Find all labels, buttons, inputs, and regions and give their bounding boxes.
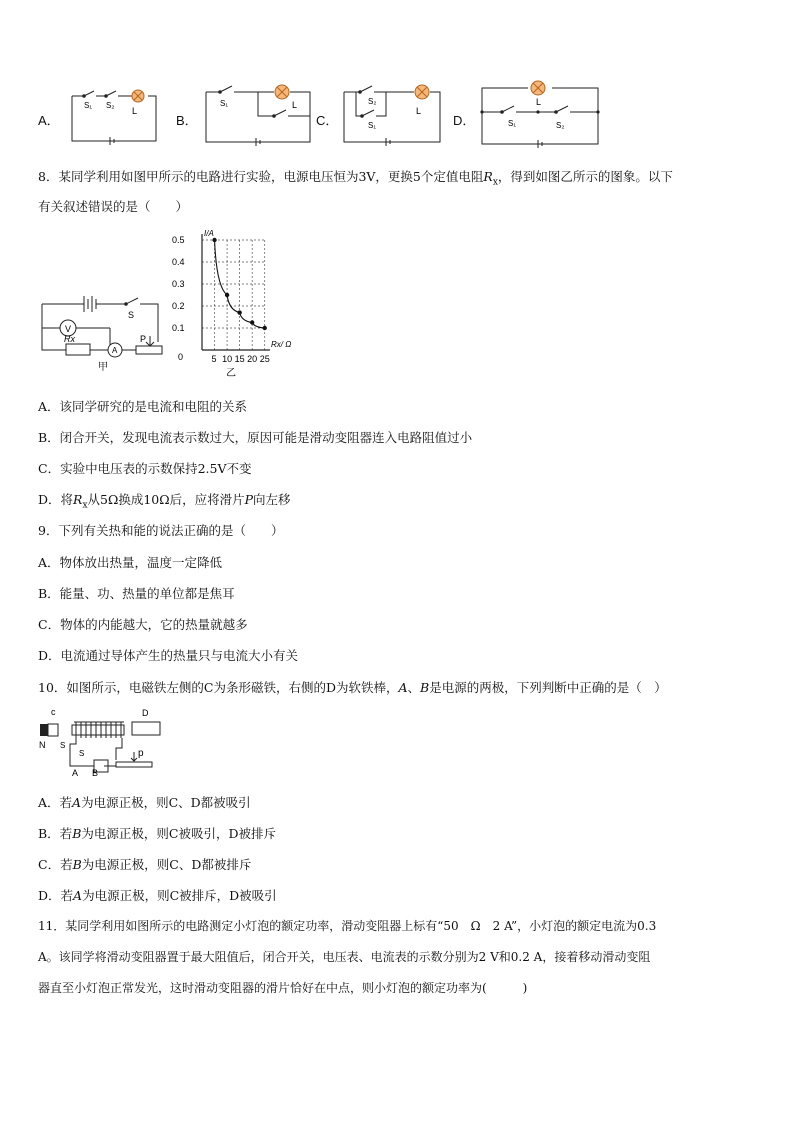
q7d-s2-label: S₂ <box>556 121 565 130</box>
x-tick-label: 10 <box>222 354 233 364</box>
q8-option-b: B．闭合开关，发现电流表示数过大，原因可能是滑动变阻器连入电路阻值过小 <box>38 430 473 445</box>
y-tick-label: 0.5 <box>172 235 185 245</box>
q10-a2: 为电源正极，则C、D都被吸引 <box>81 795 251 810</box>
y-tick-label: 0.3 <box>172 279 185 289</box>
graph-origin: 0 <box>178 352 184 362</box>
q10-c1: C．若 <box>38 857 73 872</box>
q8-d-a: D．将 <box>38 492 74 507</box>
q8-d-c: 向左移 <box>253 492 291 507</box>
q7b-l-label: L <box>292 100 298 110</box>
q8-jia-s-label: S <box>128 310 135 320</box>
q7-option-c-label: C． <box>316 113 339 128</box>
q11-line3: 器直至小灯泡正常发光，这时滑动变阻器的滑片恰好在中点，则小灯泡的额定功率为( ) <box>38 981 528 995</box>
q8-d-rx: R <box>73 492 83 507</box>
q8-circuit-jia <box>36 286 166 376</box>
q7-circuit-b <box>202 80 314 146</box>
q7c-s1-label: S₁ <box>368 121 377 130</box>
q10-p-label: p <box>138 748 144 759</box>
q7-option-a-label: A． <box>38 113 60 128</box>
q11-line1: 11．某同学利用如图所示的电路测定小灯泡的额定功率，滑动变阻器上标有“50 Ω 2 A”，小灯泡的额定电流为0.3 <box>38 919 657 933</box>
q10-stem-A: A <box>398 680 408 695</box>
q10-stem-sep: 、 <box>407 680 421 695</box>
q10-stem <box>38 678 667 696</box>
q10-b1: B．若 <box>38 826 73 841</box>
data-point <box>263 326 267 330</box>
q7b-s1-label: S₁ <box>220 99 229 108</box>
q8-stem-line2: 有关叙述错误的是（ ） <box>38 199 189 214</box>
q7-circuit-a <box>68 86 160 146</box>
magnet-n-pole <box>40 724 48 736</box>
q7c-s2-label: S₂ <box>368 97 377 106</box>
q10-electromagnet-figure <box>36 704 166 778</box>
q8-option-a: A．该同学研究的是电流和电阻的关系 <box>38 399 248 414</box>
q8-rx-symbol: R <box>483 169 493 184</box>
graph-caption: 乙 <box>226 368 236 379</box>
q8-stem-b: ，得到如图乙所示的图象。以下 <box>497 169 673 184</box>
q9-option-b: B．能量、功、热量的单位都是焦耳 <box>38 586 235 601</box>
q7a-s1-label: S₁ <box>84 101 93 110</box>
q10-c-label: c <box>51 707 56 717</box>
q7a-s2-label: S₂ <box>106 101 115 110</box>
q10-c2: 为电源正极，则C、D都被排斥 <box>81 857 252 872</box>
y-tick-label: 0.1 <box>172 323 185 333</box>
q10-stem-a: 10．如图所示，电磁铁左侧的C为条形磁铁，右侧的D为软铁棒， <box>38 680 399 695</box>
q8-graph-yi <box>166 226 306 380</box>
q10-b-label: B <box>92 768 99 778</box>
q7d-l-label: L <box>536 97 542 107</box>
x-tick-label: 20 <box>247 354 258 364</box>
soft-iron-rod <box>132 722 160 735</box>
q8-rx-sub: x <box>492 177 498 188</box>
q9-option-c: C．物体的内能越大，它的热量就越多 <box>38 617 248 632</box>
graph-x-title: Rx/ Ω <box>271 340 292 349</box>
q10-b2: 为电源正极，则C被吸引，D被排斥 <box>81 826 276 841</box>
q8-jia-p-label: P <box>140 334 147 344</box>
y-tick-label: 0.2 <box>172 301 185 311</box>
q10-option-c <box>38 855 251 873</box>
q8-d-p: P <box>244 492 254 507</box>
q8-d-rx-sub: x <box>82 500 88 511</box>
q10-stem-b: 是电源的两极，下列判断中正确的是（ ） <box>429 680 667 695</box>
data-point <box>225 293 229 297</box>
y-tick-label: 0.4 <box>172 257 185 267</box>
q10-option-b <box>38 824 276 842</box>
data-point <box>237 310 241 314</box>
q10-s2-label: S <box>79 749 85 758</box>
x-tick-label: 5 <box>211 354 217 364</box>
q10-stem-B: B <box>420 680 430 695</box>
rheostat <box>116 762 152 767</box>
q8-stem-line1 <box>38 167 673 188</box>
q8-stem-a: 8．某同学利用如图甲所示的电路进行实验，电源电压恒为3V，更换5个定值电阻 <box>38 169 484 184</box>
q10-d1: D．若 <box>38 888 74 903</box>
q10-d-label: D <box>142 708 149 718</box>
q7-option-b-label: B． <box>176 113 198 128</box>
q8-d-b: 从5Ω换成10Ω后，应将滑片 <box>87 492 245 507</box>
q10-n-label: N <box>39 740 46 750</box>
q10-option-d <box>38 886 277 904</box>
graph-axes <box>202 234 270 350</box>
q8-option-c: C．实验中电压表的示数保持2.5V不变 <box>38 461 252 476</box>
q7a-l-label: L <box>132 106 138 116</box>
q10-c-pole: B <box>72 857 82 872</box>
graph-y-title: I/A <box>204 229 214 238</box>
data-point <box>250 320 254 324</box>
q10-b-pole: B <box>72 826 82 841</box>
q8-jia-rx-label: Rx <box>64 334 75 344</box>
q9-stem: 9．下列有关热和能的说法正确的是（ ） <box>38 523 284 538</box>
x-tick-label: 25 <box>259 354 270 364</box>
q8-option-d <box>38 490 291 511</box>
q11-line2: A。该同学将滑动变阻器置于最大阻值后，闭合开关，电压表、电流表的示数分别为2 V和0.2 A，接着移动滑动变阻 <box>38 950 651 964</box>
q7-circuit-d <box>478 78 602 148</box>
q10-d-pole: A <box>73 888 83 903</box>
q8-jia-caption: 甲 <box>98 362 108 373</box>
q8-jia-a-label: A <box>112 346 118 355</box>
q10-a1: A．若 <box>38 795 73 810</box>
q9-option-a: A．物体放出热量，温度一定降低 <box>38 555 223 570</box>
q8-jia-v-label: V <box>65 324 72 334</box>
q10-a-pole: A <box>72 795 82 810</box>
graph-grid <box>202 240 265 350</box>
magnet-s-pole <box>48 724 58 736</box>
x-tick-label: 15 <box>234 354 245 364</box>
q7d-s1-label: S₁ <box>508 119 517 128</box>
data-point <box>212 238 216 242</box>
q10-option-a <box>38 793 251 811</box>
q10-d2: 为电源正极，则C被排斥，D被吸引 <box>82 888 277 903</box>
q9-option-d: D．电流通过导体产生的热量只与电流大小有关 <box>38 648 299 663</box>
q7-circuit-c <box>340 80 444 146</box>
q10-a-label: A <box>72 768 79 778</box>
q7c-l-label: L <box>416 106 422 116</box>
q7-option-d-label: D． <box>453 113 476 128</box>
q10-s-label: S <box>60 741 66 750</box>
